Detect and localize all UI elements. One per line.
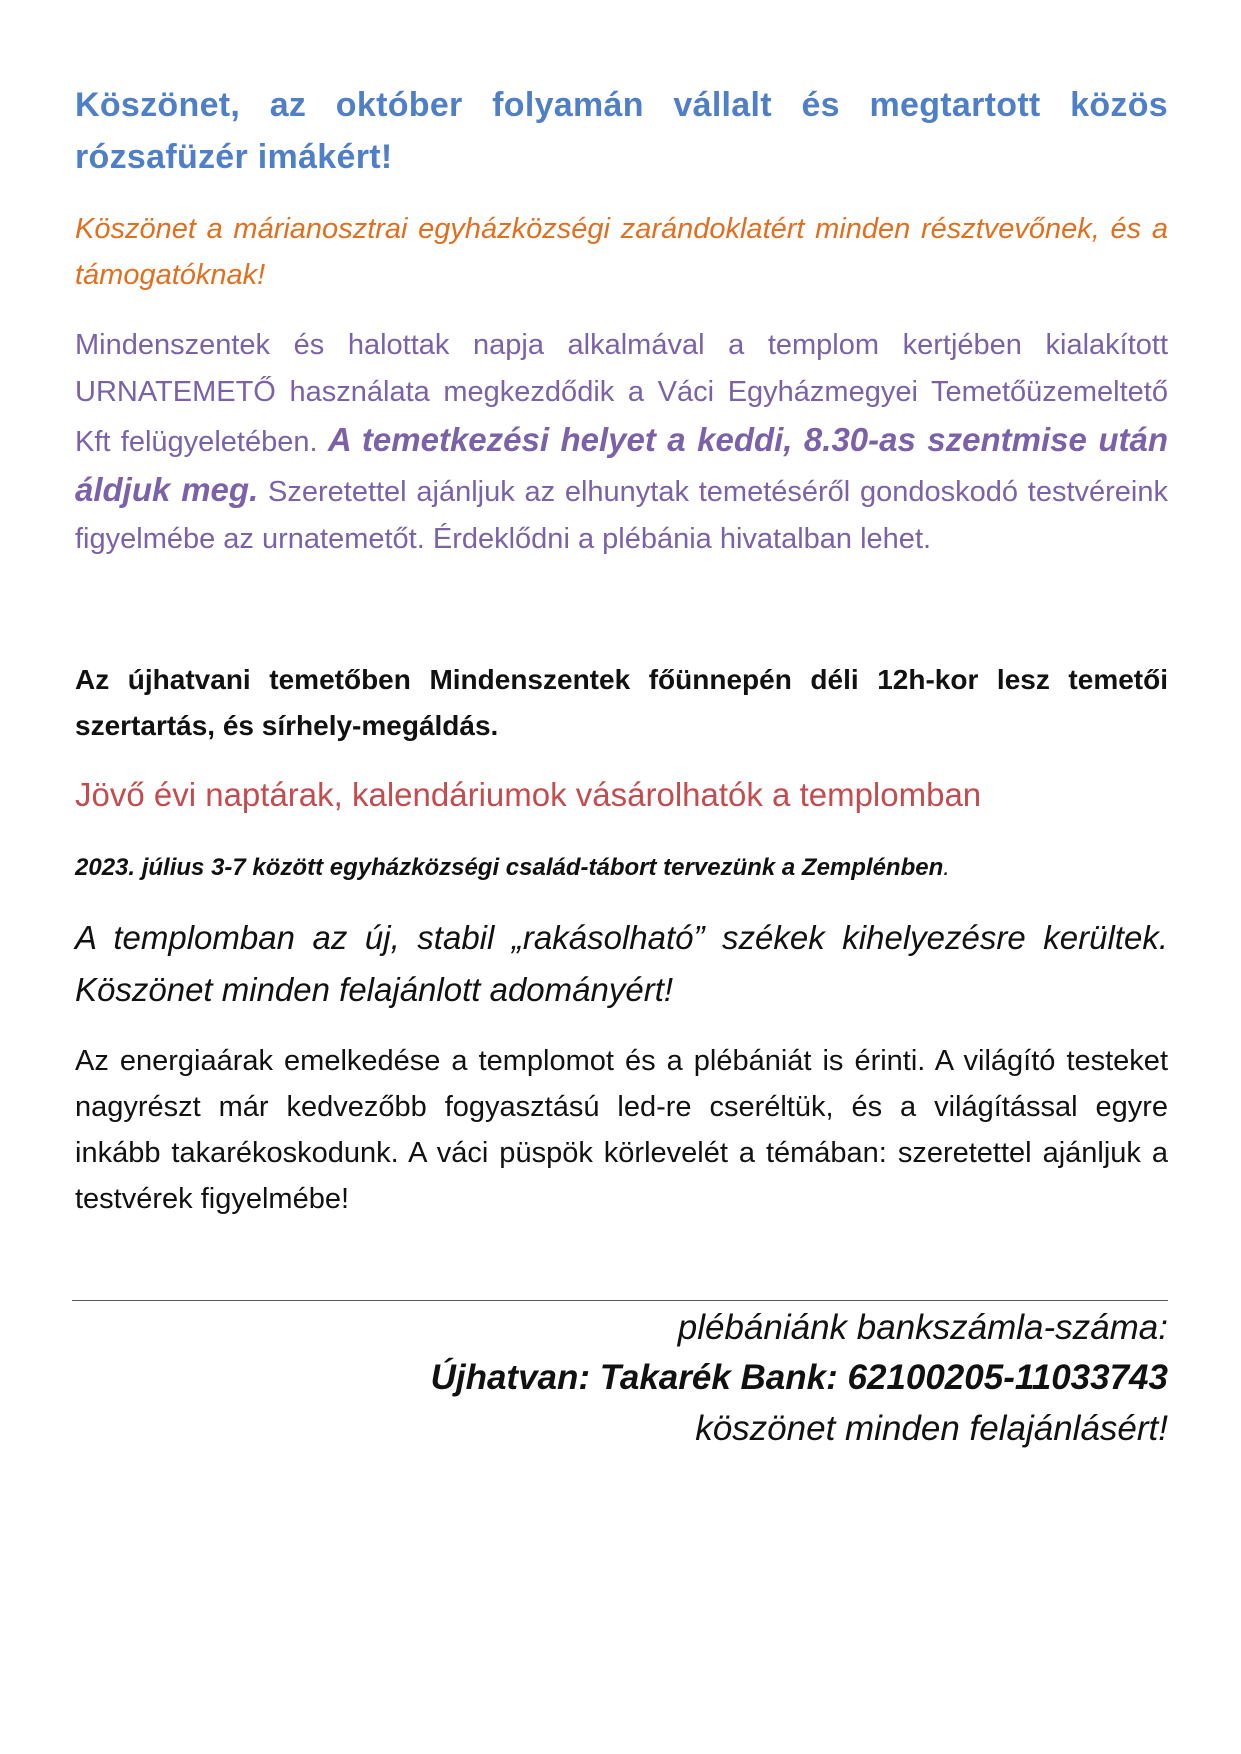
rosary-thanks-heading: Köszönet, az október folyamán vállalt és megtartott közös rózsafüzér imákért! xyxy=(75,86,1168,176)
urn-cemetery-blessing: A temetkezési helyet a keddi, 8.30-as szentmise után áldjuk meg. xyxy=(75,421,1168,508)
bank-account-label: plébániánk bankszámla-száma: xyxy=(677,1308,1168,1347)
family-camp-period: . xyxy=(943,854,950,881)
urn-cemetery-intro: Mindenszentek és halottak napja alkalmával a templom kertjében kialakított URNATEMETŐ használata megkezdődik a Váci Egyházmegyei Temetőüzemeltető Kft felügyeletében. xyxy=(75,329,1168,458)
urn-cemetery-paragraph xyxy=(75,322,1168,563)
chairs-text: A templomban az új, stabil „rakásolható” székek kihelyezésre kerültek. Köszönet minden felajánlott adományért! xyxy=(75,919,1168,1008)
bank-account-number: Újhatvan: Takarék Bank: 62100205-11033743 xyxy=(430,1358,1168,1397)
family-camp-main: 2023. július 3-7 között egyházközségi család-tábort tervezünk a Zemplénben xyxy=(75,854,944,881)
urn-cemetery-outro: Szeretettel ajánljuk az elhunytak temetéséről gondoskodó testvéreink figyelmébe az urnatemetőt. Érdeklődni a plébánia hivatalban lehet. xyxy=(75,476,1168,555)
section-divider xyxy=(72,1300,1168,1301)
family-camp-text xyxy=(75,848,1168,888)
cemetery-service-text: Az újhatvani temetőben Mindenszentek főünnepén déli 12h-kor lesz temetői szertartás, és sírhely-megáldás. xyxy=(75,664,1168,741)
pilgrimage-thanks-text: Köszönet a márianosztrai egyházközségi zarándoklatért minden résztvevőnek, és a támogatóknak! xyxy=(75,213,1168,291)
calendars-text: Jövő évi naptárak, kalendáriumok vásárolhatók a templomban xyxy=(75,776,982,813)
donation-thanks: köszönet minden felajánlásért! xyxy=(695,1409,1168,1448)
energy-text: Az energiaárak emelkedése a templomot és a plébániát is érinti. A világító testeket nagyrészt már kedvezőbb fogyasztású led-re cseréltük, és a világítással egyre inkább takarékoskodunk. A váci püspök körlevelét a témában: szeretettel ajánljuk a testvérek figyelmébe! xyxy=(75,1045,1168,1215)
